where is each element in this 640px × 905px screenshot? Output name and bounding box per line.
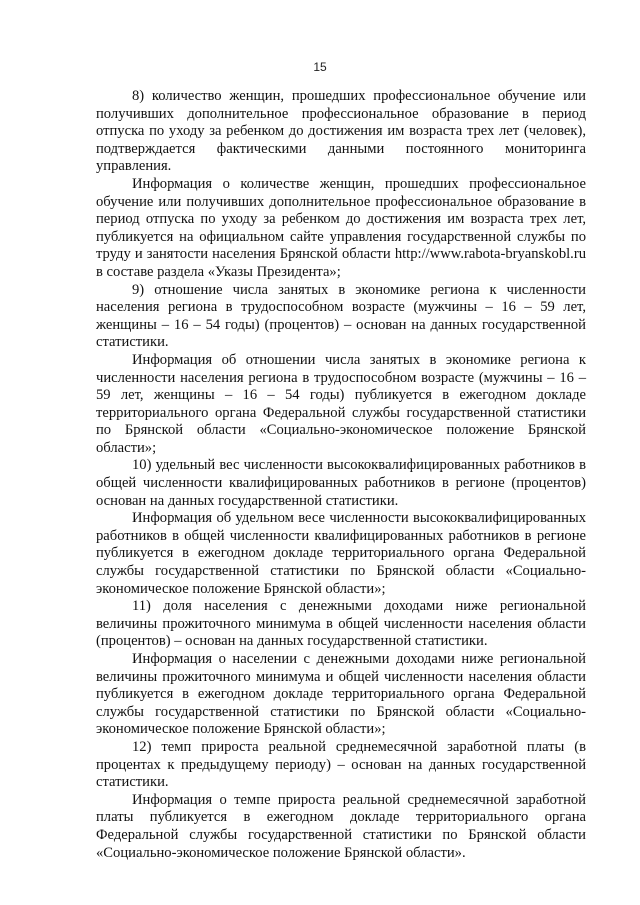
paragraph-item-11: 11) доля населения с денежными доходами ниже региональной величины прожиточного минимума в общей численности населения области (процентов) – основан на данных государственной статистики.: [96, 598, 586, 650]
paragraph-info-12: Информация о темпе прироста реальной среднемесячной заработной платы публикуется в ежегодном докладе территориального органа Федеральной службы государственной статистики по Брянской области «Социально-экономическое положение Брянской области».: [96, 791, 586, 861]
paragraph-info-11: Информация о населении с денежными доходами ниже региональной величины прожиточного минимума и общей численности населения области публикуется в ежегодном докладе территориального органа Федеральной службы государственной статистики по Брянской области «Социально-экономическое положение Брянской области»;: [96, 651, 586, 738]
paragraph-item-8: 8) количество женщин, прошедших профессиональное обучение или получивших дополнительное профессиональное образование в период отпуска по уходу за ребенком до достижения им возраста трех лет (человек), подтверждается фактическими данными постоянного мониторинга управления.: [96, 88, 586, 175]
paragraph-info-8: Информация о количестве женщин, прошедших профессиональное обучение или получивших дополнительное профессиональное образование в период отпуска по уходу за ребенком до достижения им возраста трех лет, публикуется на официальном сайте управления государственной службы по труду и занятости населения Брянской области http://www.rabota-bryanskobl.ru в составе раздела «Указы Президента»;: [96, 175, 586, 280]
document-body: [96, 88, 586, 862]
paragraph-item-10: 10) удельный вес численности высококвалифицированных работников в общей численности квалифицированных работников в регионе (процентов) основан на данных государственной статистики.: [96, 457, 586, 509]
paragraph-info-10: Информация об удельном весе численности высококвалифицированных работников в общей численности квалифицированных работников в регионе публикуется в ежегодном докладе территориального органа Федеральной службы государственной статистики по Брянской области «Социально-экономическое положение Брянской области»;: [96, 510, 586, 597]
paragraph-info-9: Информация об отношении числа занятых в экономике региона к численности населения региона в трудоспособном возрасте (мужчины – 16 – 59 лет, женщины – 16 – 54 годы) публикуется в ежегодном докладе территориального органа Федеральной службы государственной статистики по Брянской области «Социально-экономическое положение Брянской области»;: [96, 351, 586, 456]
paragraph-item-9: 9) отношение числа занятых в экономике региона к численности населения региона в трудоспособном возрасте (мужчины – 16 – 59 лет, женщины – 16 – 54 годы) (процентов) – основан на данных государственной статистики.: [96, 281, 586, 351]
paragraph-item-12: 12) темп прироста реальной среднемесячной заработной платы (в процентах к предыдущему периоду) – основан на данных государственной статистики.: [96, 738, 586, 791]
page-number: 15: [313, 60, 327, 74]
